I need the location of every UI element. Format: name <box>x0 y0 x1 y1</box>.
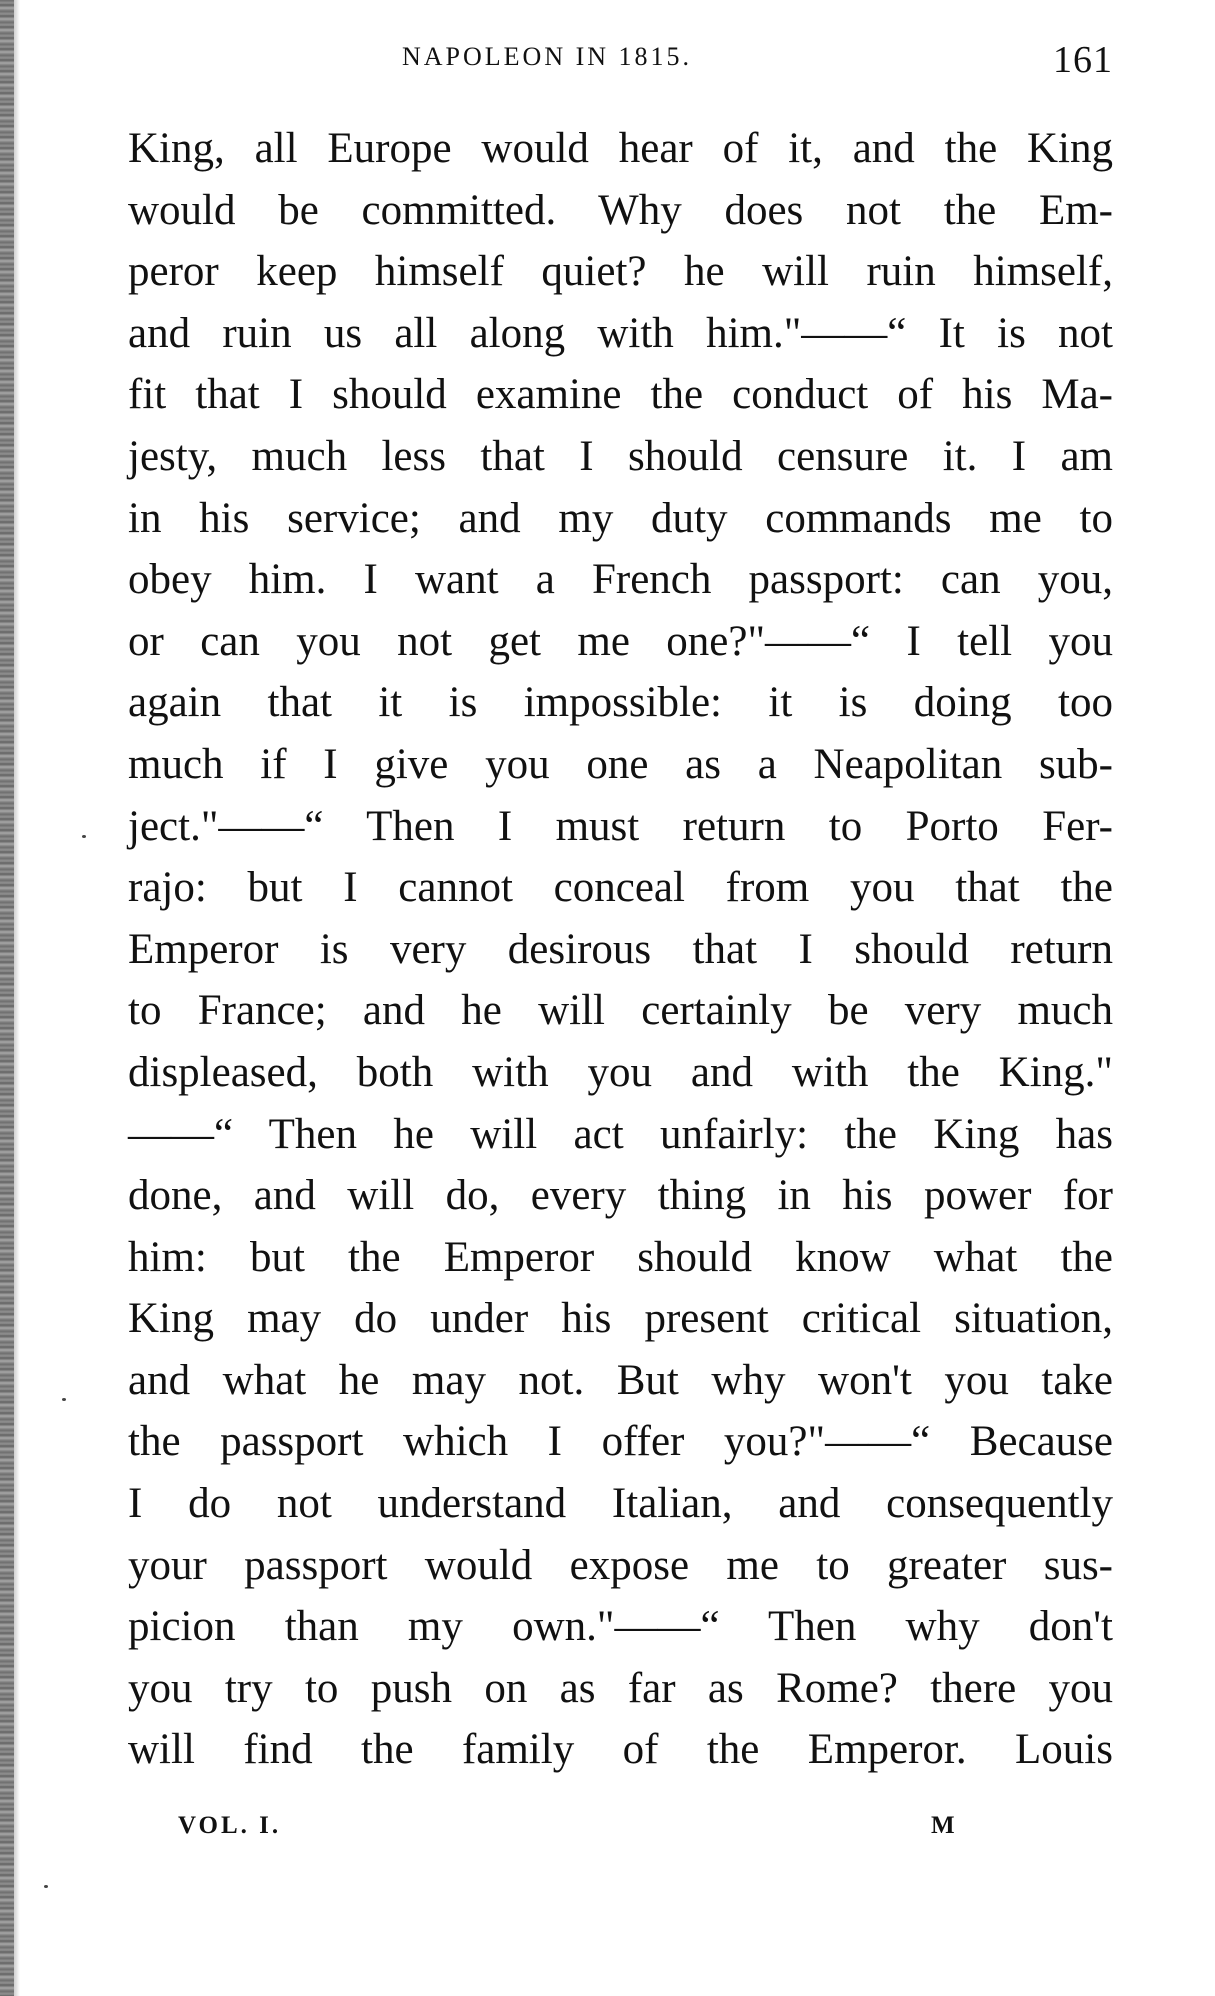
text-line: peror keep himself quiet? he will ruin himself, <box>128 248 1113 296</box>
text-line: in his service; and my duty commands me to <box>128 494 1113 542</box>
text-line: your passport would expose me to greater sus- <box>128 1541 1113 1589</box>
text-line: jesty, much less that I should censure it. I am <box>128 432 1113 480</box>
body-text <box>128 118 1113 1781</box>
text-line: again that it is impossible: it is doing too <box>128 679 1113 727</box>
text-line: much if I give you one as a Neapolitan sub- <box>128 740 1113 788</box>
running-title: NAPOLEON IN 1815. <box>402 42 693 71</box>
scan-speck <box>82 835 86 838</box>
text-line: him: but the Emperor should know what the <box>128 1233 1113 1281</box>
text-line: ——“ Then he will act unfairly: the King has <box>128 1110 1113 1158</box>
text-line: you try to push on as far as Rome? there you <box>128 1664 1113 1712</box>
text-line: to France; and he will certainly be very much <box>128 987 1113 1035</box>
text-line-last: will find the family of the Emperor. Louis <box>128 1726 1113 1774</box>
text-line: or can you not get me one?"——“ I tell you <box>128 617 1113 665</box>
text-line: done, and will do, every thing in his power for <box>128 1172 1113 1220</box>
page-binding-edge <box>0 0 14 1996</box>
page-number: 161 <box>1053 39 1113 81</box>
text-line: King, all Europe would hear of it, and the King <box>128 125 1113 172</box>
scan-speck <box>44 1885 48 1888</box>
text-line: displeased, both with you and with the King." <box>128 1048 1113 1096</box>
scan-speck <box>62 1398 66 1401</box>
text-line: picion than my own."——“ Then why don't <box>128 1603 1113 1651</box>
volume-mark: VOL. I. <box>178 1812 282 1839</box>
text-line: and ruin us all along with him."——“ It is not <box>128 309 1113 357</box>
text-line: would be committed. Why does not the Em- <box>128 186 1113 234</box>
text-line: obey him. I want a French passport: can you, <box>128 556 1113 604</box>
text-line: ject."——“ Then I must return to Porto Fer- <box>128 802 1113 850</box>
signature-mark: M <box>931 1812 958 1839</box>
page-footer <box>128 1812 1113 1852</box>
text-line: the passport which I offer you?"——“ Because <box>128 1418 1113 1466</box>
text-line: fit that I should examine the conduct of his Ma- <box>128 371 1113 419</box>
text-line: and what he may not. But why won't you take <box>128 1356 1113 1404</box>
text-line: King may do under his present critical situation, <box>128 1295 1113 1343</box>
text-line: I do not understand Italian, and consequently <box>128 1480 1113 1528</box>
text-line: Emperor is very desirous that I should return <box>128 925 1113 973</box>
running-head <box>128 38 1113 88</box>
text-line: rajo: but I cannot conceal from you that the <box>128 864 1113 912</box>
